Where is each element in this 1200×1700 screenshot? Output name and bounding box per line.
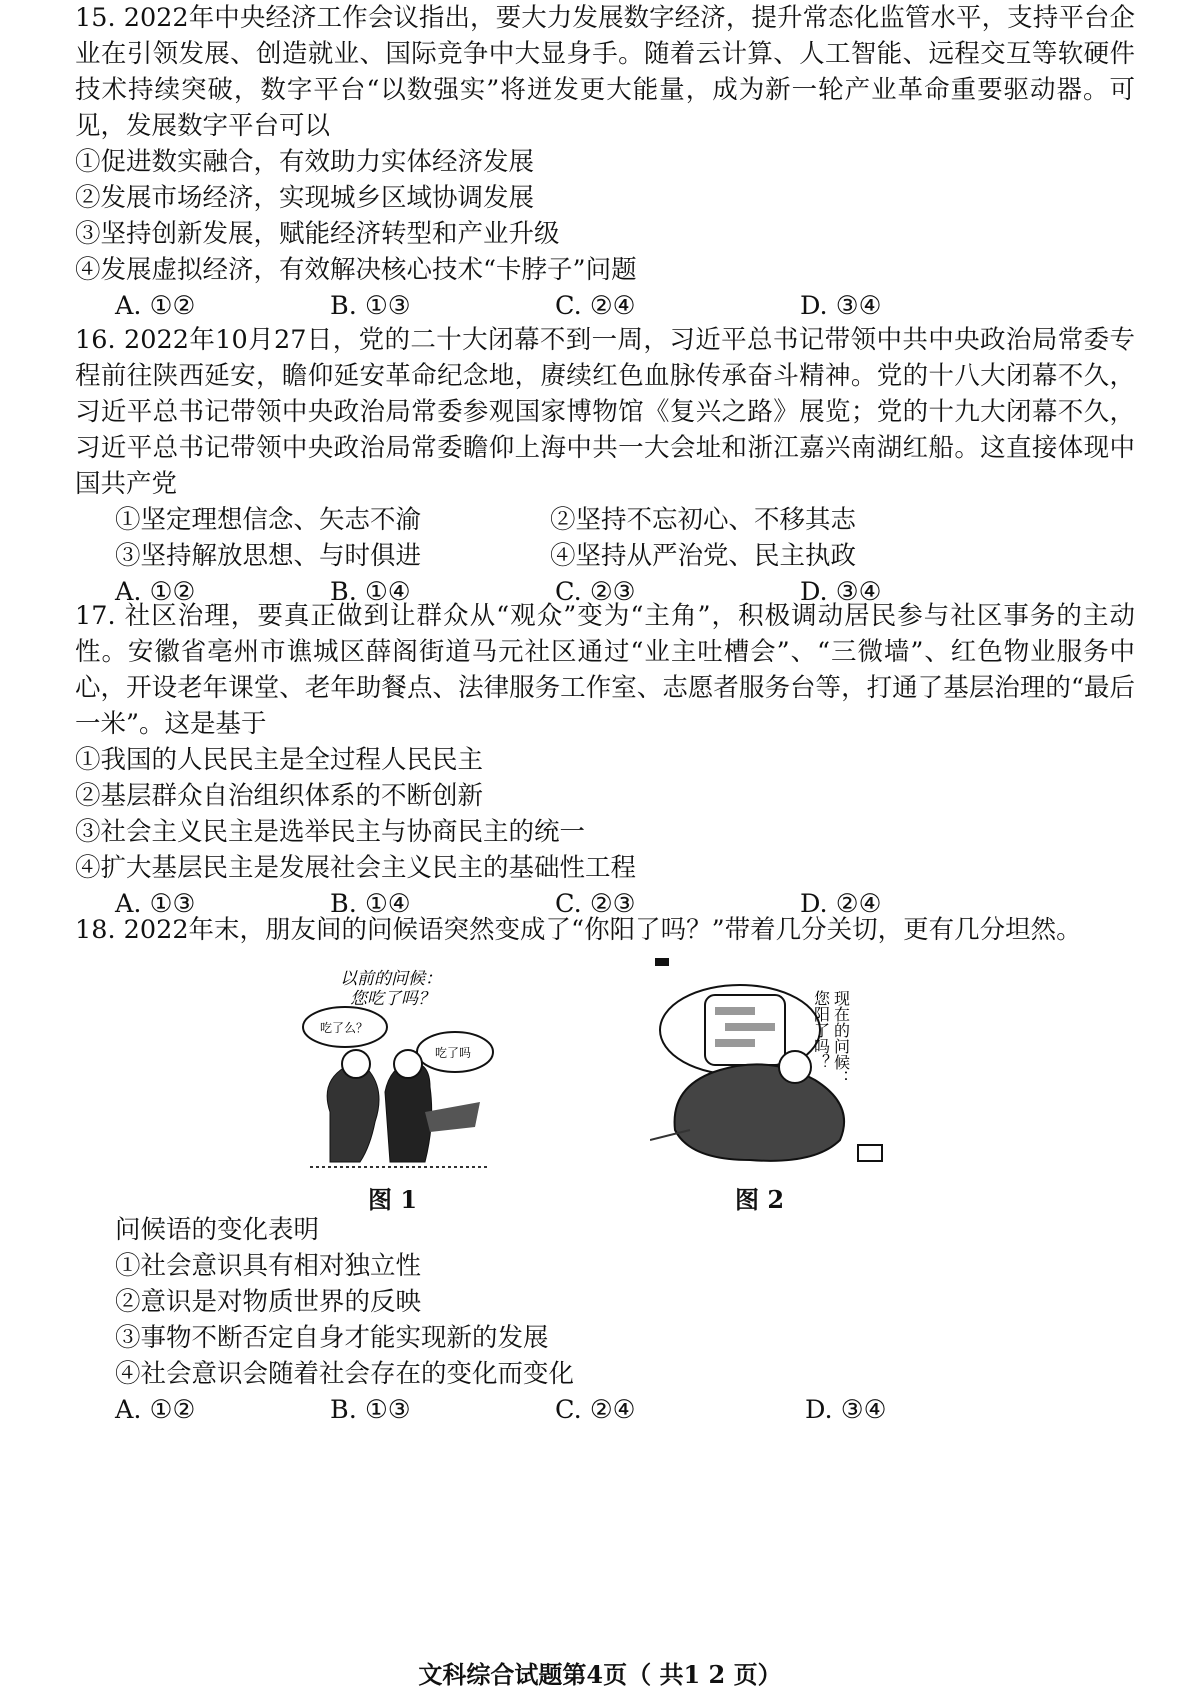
question-18-body	[75, 1212, 1135, 1428]
fig1-header-line-1: 以前的问候：	[340, 969, 442, 988]
question-15-item-2: ②发展市场经济，实现城乡区域协调发展	[75, 183, 535, 213]
question-18-stem: 18. 2022年末，朋友间的问候语突然变成了“你阳了吗？”带着几分关切，更有几分坦然。	[75, 915, 1082, 945]
question-18-item-2: ②意识是对物质世界的反映	[115, 1287, 422, 1317]
choice-b[interactable]: B. ①④	[330, 577, 411, 607]
choice-c[interactable]: C. ②③	[555, 577, 636, 607]
question-16-stem: 16. 2022年10月27日，党的二十大闭幕不到一周，习近平总书记带领中共中央政治局常委专程前往陕西延安，瞻仰延安革命纪念地，赓续红色血脉传承奋斗精神。党的十八大闭幕不久，习近平总书记带领中央政治局常委参观国家博物馆《复兴之路》展览；党的十九大闭幕不久，习近平总书记带领中央政治局常委瞻仰上海中共一大会址和浙江嘉兴南湖红船。这直接体现中国共产党	[75, 325, 1135, 499]
choice-a[interactable]: A. ①②	[115, 291, 196, 321]
figure-1-caption: 图 1	[368, 1185, 418, 1214]
choice-c[interactable]: C. ②③	[555, 889, 636, 919]
question-18-item-3: ③事物不断否定自身才能实现新的发展	[115, 1323, 549, 1353]
blanket-person	[675, 1064, 845, 1160]
question-17-item-1: ①我国的人民民主是全过程人民民主	[75, 745, 484, 775]
cartoon-old-greeting-image	[290, 962, 500, 1172]
question-16-item-3: ③坚持解放思想、与时俱进	[115, 541, 422, 571]
question-15-item-1: ①促进数实融合，有效助力实体经济发展	[75, 147, 535, 177]
fig2-vertical-text-1: 现在的问候：	[831, 990, 849, 1086]
fig2-vertical-text-2: 您阳了吗？	[811, 990, 829, 1070]
question-15-choices	[75, 288, 1135, 324]
fig1-bubble-right-text: 吃了吗	[435, 1046, 472, 1060]
question-17-item-3: ③社会主义民主是选举民主与协商民主的统一	[75, 817, 586, 847]
cartoon-new-greeting-image	[650, 955, 910, 1175]
question-16	[75, 322, 1135, 610]
question-17	[75, 598, 1135, 922]
question-15-item-3: ③坚持创新发展，赋能经济转型和产业升级	[75, 219, 560, 249]
question-17-item-4: ④扩大基层民主是发展社会主义民主的基础性工程	[75, 853, 637, 883]
fig1-bubble-left-text: 吃了么？	[320, 1021, 369, 1035]
choice-b[interactable]: B. ①③	[330, 291, 411, 321]
question-18-item-4: ④社会意识会随着社会存在的变化而变化	[115, 1359, 575, 1389]
question-16-items-row-2	[75, 538, 1135, 574]
choice-a[interactable]: A. ①③	[115, 889, 196, 919]
question-18-item-1: ①社会意识具有相对独立性	[115, 1251, 422, 1281]
question-16-item-4: ④坚持从严治党、民主执政	[550, 541, 857, 571]
figure-2-caption: 图 2	[735, 1185, 785, 1214]
question-16-item-2: ②坚持不忘初心、不移其志	[550, 505, 857, 535]
question-15-stem: 15. 2022年中央经济工作会议指出，要大力发展数字经济，提升常态化监管水平，支持平台企业在引领发展、创造就业、国际竞争中大显身手。随着云计算、人工智能、远程交互等软硬件技术持续突破，数字平台“以数强实”将迸发更大能量，成为新一轮产业革命重要驱动器。可见，发展数字平台可以	[75, 3, 1135, 141]
figure-2	[650, 955, 910, 1175]
question-16-items-row-1	[75, 502, 1135, 538]
choice-d[interactable]: D. ③④	[805, 1395, 887, 1425]
choice-b[interactable]: B. ①④	[330, 889, 411, 919]
question-17-item-2: ②基层群众自治组织体系的不断创新	[75, 781, 484, 811]
question-15	[75, 0, 1135, 324]
fig1-header-line-2: 您吃了吗？	[350, 989, 435, 1008]
question-18-choices	[75, 1392, 1135, 1428]
choice-d[interactable]: D. ③④	[800, 577, 882, 607]
choice-c[interactable]: C. ②④	[555, 1395, 636, 1425]
question-15-item-4: ④发展虚拟经济，有效解决核心技术“卡脖子”问题	[75, 255, 637, 285]
choice-a[interactable]: A. ①②	[115, 1395, 196, 1425]
page-footer: 文科综合试题第4页（ 共1 2 页）	[418, 1660, 782, 1689]
choice-b[interactable]: B. ①③	[330, 1395, 411, 1425]
question-17-stem: 17. 社区治理，要真正做到让群众从“观众”变为“主角”，积极调动居民参与社区事务的主动性。安徽省亳州市谯城区薛阁街道马元社区通过“业主吐槽会”、“三微墙”、红色物业服务中心，开设老年课堂、老年助餐点、法律服务工作室、志愿者服务台等，打通了基层治理的“最后一米”。这是基于	[75, 601, 1135, 739]
choice-d[interactable]: D. ③④	[800, 291, 882, 321]
question-18-lead: 问候语的变化表明	[115, 1215, 320, 1245]
question-16-item-1: ①坚定理想信念、矢志不渝	[115, 505, 422, 535]
choice-a[interactable]: A. ①②	[115, 577, 196, 607]
choice-d[interactable]: D. ②④	[800, 889, 882, 919]
figure-1	[290, 962, 500, 1172]
choice-c[interactable]: C. ②④	[555, 291, 636, 321]
bag	[425, 1102, 480, 1132]
question-18	[75, 912, 1135, 948]
cup-icon	[858, 1145, 882, 1161]
